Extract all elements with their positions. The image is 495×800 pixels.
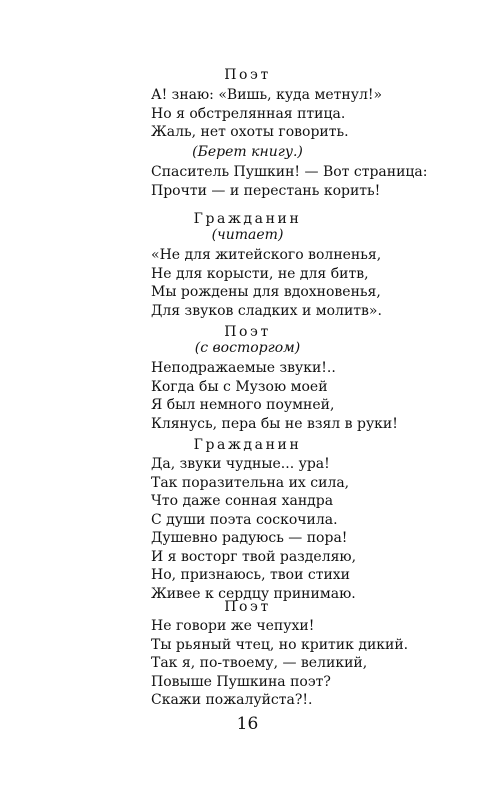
verse-line: Так я, по-твоему, — великий, xyxy=(151,655,368,671)
verse-line: Да, звуки чудные... ура! xyxy=(151,456,330,472)
verse-line: Я был немного поумней, xyxy=(151,397,335,413)
speaker-heading: Поэт xyxy=(224,67,271,83)
verse-line: Но, признаюсь, твои стихи xyxy=(151,567,351,583)
verse-line: «Не для житейского волненья, xyxy=(151,247,382,263)
verse-stanza xyxy=(151,163,451,200)
verse-line: Клянусь, пера бы не взял в руки! xyxy=(151,415,398,432)
verse-line: Душевно радуюсь — пора! xyxy=(151,530,348,546)
page-number: 16 xyxy=(236,714,259,734)
verse-stanza xyxy=(151,359,451,433)
speaker-heading: Гражданин xyxy=(193,211,302,227)
verse-line: А! знаю: «Вишь, куда метнул!» xyxy=(151,87,383,103)
stage-direction: (Берет книгу.) xyxy=(192,144,303,160)
stage-direction: (читает) xyxy=(211,227,284,243)
verse-line: Спаситель Пушкин! — Вот страница: xyxy=(151,164,428,180)
speaker-heading: Поэт xyxy=(224,599,271,615)
verse-line: Живее к сердцу принимаю. xyxy=(151,585,356,602)
speaker-heading: Гражданин xyxy=(193,437,302,453)
verse-line: Что даже сонная хандра xyxy=(151,493,334,509)
verse-line: И я восторг твой разделяю, xyxy=(151,548,357,565)
verse-line: Жаль, нет охоты говорить. xyxy=(151,124,349,140)
verse-line: Но я обстрелянная птица. xyxy=(151,105,346,122)
verse-stanza xyxy=(151,246,451,320)
verse-line: Не говори же чепухи! xyxy=(151,618,315,634)
verse-line: Так поразительна их сила, xyxy=(151,474,350,491)
verse-line: Когда бы с Музою моей xyxy=(151,378,328,395)
speaker-heading: Поэт xyxy=(224,324,271,340)
verse-line: Для звуков сладких и молитв». xyxy=(151,302,382,319)
verse-stanza xyxy=(151,617,451,710)
verse-stanza xyxy=(151,86,451,142)
verse-line: Не для корысти, не для битв, xyxy=(151,265,369,282)
verse-line: Скажи пожалуйста?!. xyxy=(151,692,313,708)
verse-line: Неподражаемые звуки!.. xyxy=(151,360,336,376)
verse-line: Ты рьяный чтец, но критик дикий. xyxy=(151,636,409,653)
verse-line: С души поэта соскочила. xyxy=(151,511,338,528)
verse-stanza xyxy=(151,455,451,603)
verse-line: Прочти — и перестань корить! xyxy=(151,182,381,199)
stage-direction: (с восторгом) xyxy=(194,340,301,356)
verse-line: Повыше Пушкина поэт? xyxy=(151,673,331,690)
verse-line: Мы рождены для вдохновенья, xyxy=(151,284,381,300)
